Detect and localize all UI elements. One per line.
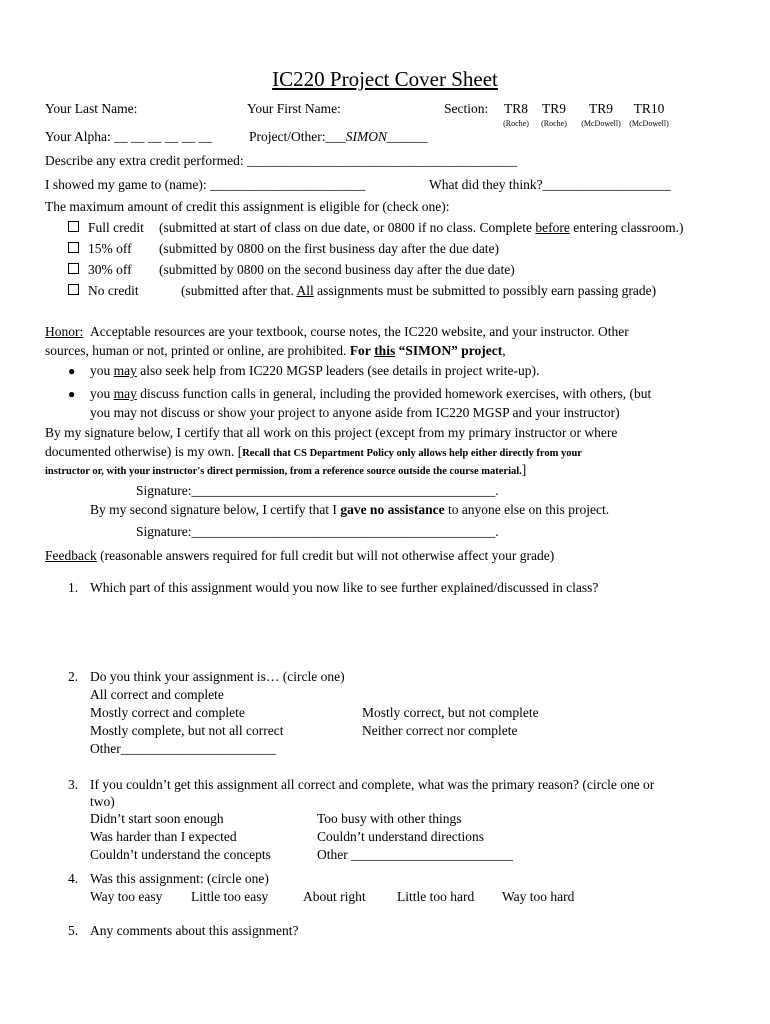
certify-bold: gave no assistance bbox=[340, 502, 445, 517]
extra-credit-field[interactable]: Describe any extra credit performed: ________________________________________ bbox=[45, 153, 518, 168]
certify-line-3 bbox=[45, 461, 526, 479]
certify-bold: instructor or, with your instructor's direct permission, from a reference source outside the course material. bbox=[45, 466, 522, 477]
first-name-field[interactable]: Your First Name: bbox=[247, 101, 341, 116]
q4-option[interactable]: About right bbox=[303, 889, 366, 904]
question-number: 3. bbox=[68, 777, 79, 792]
section-option-tr10[interactable] bbox=[625, 100, 673, 128]
credit-desc: (submitted by 0800 on the first business day after the due date) bbox=[159, 241, 500, 256]
credit-label: 15% off bbox=[88, 241, 132, 256]
section-option-tr9-roche[interactable] bbox=[537, 100, 571, 128]
bullet-text: you bbox=[90, 363, 111, 378]
credit-desc-underline: All bbox=[296, 283, 314, 298]
credit-label: Full credit bbox=[88, 220, 144, 235]
checkbox-icon[interactable] bbox=[68, 284, 79, 295]
page-title: IC220 Project Cover Sheet bbox=[272, 67, 498, 91]
q3-option[interactable]: Too busy with other things bbox=[317, 811, 462, 826]
certify-line-2 bbox=[45, 443, 582, 461]
showed-game-field[interactable]: I showed my game to (name): _______________________ bbox=[45, 177, 366, 192]
last-name-field[interactable]: Your Last Name: bbox=[45, 101, 138, 116]
section-code: TR9 bbox=[541, 101, 566, 116]
section-option-tr9-mcdowell[interactable] bbox=[577, 100, 625, 128]
question-number: 2. bbox=[68, 669, 79, 684]
credit-option-15[interactable] bbox=[68, 240, 132, 258]
section-option-tr8[interactable] bbox=[500, 100, 532, 128]
bullet-underline: may bbox=[113, 363, 137, 378]
what-think-field[interactable]: What did they think?___________________ bbox=[429, 177, 671, 192]
q3-option[interactable]: Was harder than I expected bbox=[90, 829, 237, 844]
credit-desc-text: (submitted at start of class on due date, or 0800 if no class. Complete bbox=[159, 220, 536, 235]
bullet-icon: ● bbox=[68, 364, 76, 378]
honor-bold: “SIMON” project bbox=[398, 343, 503, 358]
bullet-text: also seek help from IC220 MGSP leaders (see details in project write-up). bbox=[140, 363, 540, 378]
credit-desc-tail: assignments must be submitted to possibly earn passing grade) bbox=[313, 283, 657, 298]
project-tail: ______ bbox=[386, 129, 428, 144]
q4-option[interactable]: Way too hard bbox=[502, 889, 575, 904]
q2-option[interactable]: Mostly correct, but not complete bbox=[362, 705, 539, 720]
project-value: SIMON bbox=[345, 129, 387, 144]
honor-bullet-2 bbox=[90, 385, 651, 403]
honor-bullet-1 bbox=[90, 362, 539, 380]
question-1: Which part of this assignment would you now like to see further explained/discussed in class? bbox=[90, 580, 599, 595]
honor-bullet-2-cont: you may not discuss or show your project to anyone aside from IC220 MGSP and your instructor) bbox=[90, 405, 620, 420]
q3-option[interactable]: Didn’t start soon enough bbox=[90, 811, 224, 826]
feedback-label: Feedback bbox=[45, 548, 97, 563]
alpha-field[interactable]: Your Alpha: __ __ __ __ __ __ bbox=[45, 129, 213, 144]
credit-label: No credit bbox=[88, 283, 139, 298]
question-3: If you couldn’t get this assignment all correct and complete, what was the primary reason? (circle one or bbox=[90, 777, 655, 792]
question-2: Do you think your assignment is… (circle one) bbox=[90, 669, 345, 684]
certify-text: By my second signature below, I certify that I bbox=[90, 502, 337, 517]
q2-option[interactable]: Mostly complete, but not all correct bbox=[90, 723, 284, 738]
section-label: Section: bbox=[444, 101, 489, 116]
bullet-icon: ● bbox=[68, 387, 76, 401]
section-code: TR8 bbox=[503, 101, 528, 116]
feedback-intro: (reasonable answers required for full credit but will not otherwise affect your grade) bbox=[100, 548, 555, 563]
q2-option-other[interactable]: Other_______________________ bbox=[90, 741, 276, 756]
question-number: 5. bbox=[68, 923, 79, 938]
credit-desc bbox=[159, 219, 684, 237]
q3-option[interactable]: Couldn’t understand the concepts bbox=[90, 847, 271, 862]
credit-desc: (submitted by 0800 on the second business day after the due date) bbox=[159, 262, 515, 277]
bullet-text: you bbox=[90, 386, 111, 401]
q4-option[interactable]: Little too easy bbox=[191, 889, 269, 904]
section-instructor: (McDowell) bbox=[581, 118, 621, 128]
certify-bold: Recall that CS Department Policy only allows help either directly from your bbox=[242, 448, 582, 459]
honor-line-2 bbox=[45, 342, 506, 360]
bullet-underline: may bbox=[113, 386, 137, 401]
question-number: 1. bbox=[68, 580, 79, 595]
feedback-heading bbox=[45, 547, 554, 565]
q4-option[interactable]: Little too hard bbox=[397, 889, 475, 904]
q2-option[interactable]: All correct and complete bbox=[90, 687, 224, 702]
certify-line-1: By my signature below, I certify that all work on this project (except from my primary instructor or where bbox=[45, 425, 618, 440]
credit-desc-tail: entering classroom.) bbox=[569, 220, 684, 235]
honor-text: sources, human or not, printed or online, are prohibited. bbox=[45, 343, 347, 358]
question-3-cont: two) bbox=[90, 794, 115, 809]
credit-option-full[interactable] bbox=[68, 219, 144, 237]
section-code: TR10 bbox=[633, 101, 665, 116]
honor-bold: For bbox=[349, 343, 371, 358]
checkbox-icon[interactable] bbox=[68, 221, 79, 232]
q2-option[interactable]: Mostly correct and complete bbox=[90, 705, 245, 720]
bullet-text: discuss function calls in general, including the provided homework exercises, with others, (but bbox=[140, 386, 652, 401]
signature-field-2[interactable]: Signature:_____________________________________________. bbox=[136, 524, 499, 539]
project-label: Project/Other:___ bbox=[249, 129, 346, 144]
question-number: 4. bbox=[68, 871, 79, 886]
q3-option[interactable]: Couldn’t understand directions bbox=[317, 829, 484, 844]
section-instructor: (Roche) bbox=[503, 118, 529, 128]
credit-option-none[interactable] bbox=[68, 282, 139, 300]
checkbox-icon[interactable] bbox=[68, 242, 79, 253]
credit-option-30[interactable] bbox=[68, 261, 132, 279]
honor-line-1 bbox=[45, 323, 629, 341]
credit-desc-text: (submitted after that. bbox=[181, 283, 297, 298]
question-5: Any comments about this assignment? bbox=[90, 923, 299, 938]
certify-text: ] bbox=[521, 462, 527, 477]
section-instructor: (Roche) bbox=[541, 118, 567, 128]
checkbox-icon[interactable] bbox=[68, 263, 79, 274]
question-4: Was this assignment: (circle one) bbox=[90, 871, 269, 886]
section-instructor: (McDowell) bbox=[629, 118, 669, 128]
credit-label: 30% off bbox=[88, 262, 132, 277]
honor-label: Honor: bbox=[45, 324, 84, 339]
certify-line-4 bbox=[90, 501, 609, 519]
q3-option-other[interactable]: Other ________________________ bbox=[317, 847, 514, 862]
credit-desc-underline: before bbox=[535, 220, 570, 235]
certify-text: to anyone else on this project. bbox=[447, 502, 610, 517]
section-code: TR9 bbox=[588, 101, 613, 116]
project-field[interactable] bbox=[249, 128, 427, 146]
q4-option[interactable]: Way too easy bbox=[90, 889, 163, 904]
honor-text: , bbox=[502, 343, 506, 358]
honor-bold-underline: this bbox=[374, 343, 396, 358]
certify-text: documented otherwise) is my own. [ bbox=[45, 444, 243, 459]
q2-option[interactable]: Neither correct nor complete bbox=[362, 723, 518, 738]
credit-desc bbox=[181, 282, 656, 300]
signature-field-1[interactable]: Signature:_____________________________________________. bbox=[136, 483, 499, 498]
honor-text: Acceptable resources are your textbook, course notes, the IC220 website, and your instructor. Other bbox=[90, 324, 629, 339]
max-credit-text: The maximum amount of credit this assignment is eligible for (check one): bbox=[45, 199, 450, 214]
